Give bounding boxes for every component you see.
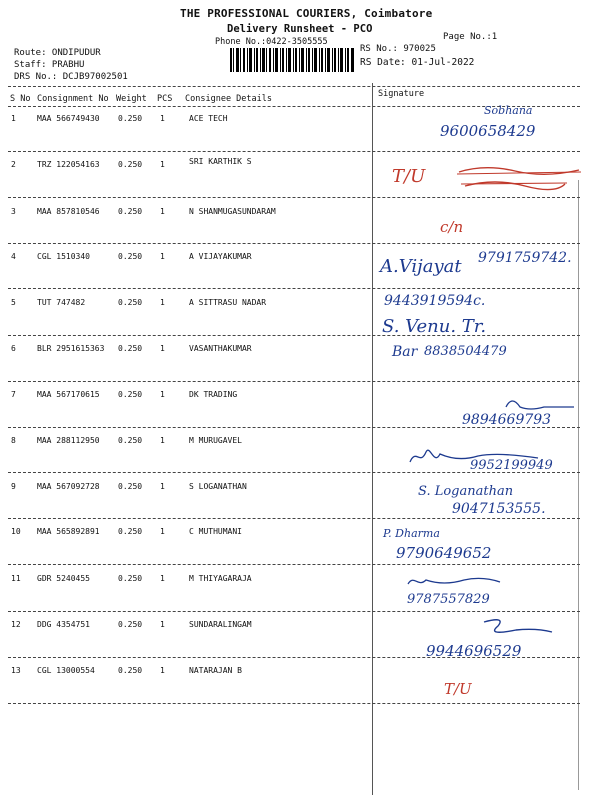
- row-weight: 0.250: [118, 620, 143, 629]
- row-weight: 0.250: [118, 482, 143, 491]
- row-consignment: MAA 566749430: [37, 114, 100, 123]
- row-pcs: 1: [160, 390, 165, 399]
- row-consignment: MAA 565892891: [37, 527, 100, 536]
- row-pcs: 1: [160, 527, 165, 536]
- row-sno: 2: [11, 160, 16, 169]
- row-pcs: 1: [160, 207, 165, 216]
- header-top-rule: [8, 86, 580, 87]
- row-divider: [8, 288, 580, 289]
- row-pcs: 1: [160, 574, 165, 583]
- row-pcs: 1: [160, 114, 165, 123]
- row-weight: 0.250: [118, 298, 143, 307]
- row-sno: 4: [11, 252, 16, 261]
- row-sno: 11: [11, 574, 21, 583]
- row-weight: 0.250: [118, 114, 143, 123]
- row-consignment: CGL 1510340: [37, 252, 90, 261]
- row-consignment: CGL 13000554: [37, 666, 95, 675]
- col-consignment: Consignment No: [37, 94, 109, 104]
- row-weight: 0.250: [118, 344, 143, 353]
- row-consignee: SUNDARALINGAM: [189, 620, 252, 629]
- signature-phone: 9894669793: [462, 412, 552, 428]
- rs-number: RS No.: 970025: [360, 44, 436, 54]
- row-consignment: MAA 567170615: [37, 390, 100, 399]
- staff-label: Staff: PRABHU: [14, 60, 85, 70]
- row-pcs: 1: [160, 436, 165, 445]
- signature-mark: c/n: [440, 218, 464, 236]
- row-pcs: 1: [160, 298, 165, 307]
- row-consignment: TUT 747482: [37, 298, 86, 307]
- row-divider: [8, 518, 580, 519]
- row-divider: [8, 243, 580, 244]
- page-number: Page No.:1: [443, 32, 498, 42]
- row-consignee: SRI KARTHIK S: [189, 157, 252, 166]
- barcode-image: [230, 48, 354, 72]
- row-divider: [8, 611, 580, 612]
- row-sno: 3: [11, 207, 16, 216]
- row-sno: 12: [11, 620, 21, 629]
- signature-phone: 9791759742.: [478, 250, 572, 266]
- row-consignment: DDG 4354751: [37, 620, 90, 629]
- row-weight: 0.250: [118, 574, 143, 583]
- row-consignee: DK TRADING: [189, 390, 238, 399]
- signature-column-divider: [372, 83, 373, 795]
- row-weight: 0.250: [118, 436, 143, 445]
- signature-handwriting: Bar: [392, 344, 418, 360]
- row-divider: [8, 151, 580, 152]
- phone-number: Phone No.:0422-3505555: [215, 37, 328, 47]
- row-consignee: M THIYAGARAJA: [189, 574, 252, 583]
- signature-scribble: [404, 572, 504, 590]
- row-sno: 9: [11, 482, 16, 491]
- col-signature: Signature: [378, 89, 425, 99]
- row-consignment: MAA 288112950: [37, 436, 100, 445]
- signature-phone: 9944696529: [426, 642, 522, 660]
- signature-handwriting: S. Venu. Tr.: [382, 316, 487, 337]
- signature-handwriting: A.Vijayat: [380, 256, 462, 277]
- row-sno: 8: [11, 436, 16, 445]
- company-title: THE PROFESSIONAL COURIERS, Coimbatore: [180, 7, 433, 20]
- row-consignee: NATARAJAN B: [189, 666, 242, 675]
- signature-handwriting: Sobhana: [484, 104, 533, 117]
- row-consignment: BLR 2951615363: [37, 344, 105, 353]
- signature-phone: 9787557829: [407, 592, 490, 607]
- row-pcs: 1: [160, 344, 165, 353]
- row-consignee: C MUTHUMANI: [189, 527, 242, 536]
- row-divider: [8, 564, 580, 565]
- signature-phone: 9952199949: [470, 458, 553, 473]
- row-consignee: M MURUGAVEL: [189, 436, 242, 445]
- row-sno: 1: [11, 114, 16, 123]
- row-consignment: TRZ 122054163: [37, 160, 100, 169]
- signature-handwriting: S. Loganathan: [418, 484, 514, 499]
- row-weight: 0.250: [118, 390, 143, 399]
- signature-phone: 9047153555.: [452, 501, 546, 517]
- page-right-edge: [578, 180, 579, 790]
- signature-mark: T/U: [392, 166, 426, 187]
- col-pcs: PCS: [157, 94, 173, 104]
- row-weight: 0.250: [118, 160, 143, 169]
- row-sno: 10: [11, 527, 21, 536]
- row-consignee: S LOGANATHAN: [189, 482, 247, 491]
- row-sno: 5: [11, 298, 16, 307]
- row-divider: [8, 703, 580, 704]
- signature-phone: 9600658429: [440, 122, 536, 140]
- signature-scribble: [476, 616, 556, 638]
- row-divider: [8, 381, 580, 382]
- row-divider: [8, 197, 580, 198]
- signature-phone: 9790649652: [396, 544, 492, 562]
- row-pcs: 1: [160, 252, 165, 261]
- row-weight: 0.250: [118, 666, 143, 675]
- signature-mark: T/U: [444, 680, 472, 698]
- row-consignee: N SHANMUGASUNDARAM: [189, 207, 276, 216]
- row-consignee: ACE TECH: [189, 114, 228, 123]
- row-sno: 6: [11, 344, 16, 353]
- row-divider: [8, 335, 580, 336]
- col-sno: S No: [10, 94, 31, 104]
- route-label: Route: ONDIPUDUR: [14, 48, 101, 58]
- row-consignee: A SITTRASU NADAR: [189, 298, 267, 307]
- row-weight: 0.250: [118, 207, 143, 216]
- row-weight: 0.250: [118, 252, 143, 261]
- row-sno: 13: [11, 666, 21, 675]
- row-consignment: MAA 567092728: [37, 482, 100, 491]
- signature-phone: 9443919594c.: [384, 293, 486, 309]
- row-pcs: 1: [160, 666, 165, 675]
- row-consignment: MAA 857810546: [37, 207, 100, 216]
- row-pcs: 1: [160, 160, 165, 169]
- drs-number: DRS No.: DCJB97002501: [14, 72, 128, 82]
- row-sno: 7: [11, 390, 16, 399]
- signature-phone: 8838504479: [424, 344, 507, 359]
- col-consignee: Consignee Details: [185, 94, 272, 104]
- signature-handwriting: P. Dharma: [383, 527, 440, 540]
- row-consignee: A VIJAYAKUMAR: [189, 252, 252, 261]
- document-subtitle: Delivery Runsheet - PCO: [227, 23, 373, 35]
- rs-date: RS Date: 01-Jul-2022: [360, 57, 475, 68]
- row-consignee: VASANTHAKUMAR: [189, 344, 252, 353]
- scribble-strikeout: [455, 162, 583, 196]
- col-weight: Weight: [116, 94, 147, 104]
- row-weight: 0.250: [118, 527, 143, 536]
- row-pcs: 1: [160, 620, 165, 629]
- row-pcs: 1: [160, 482, 165, 491]
- row-consignment: GDR 5240455: [37, 574, 90, 583]
